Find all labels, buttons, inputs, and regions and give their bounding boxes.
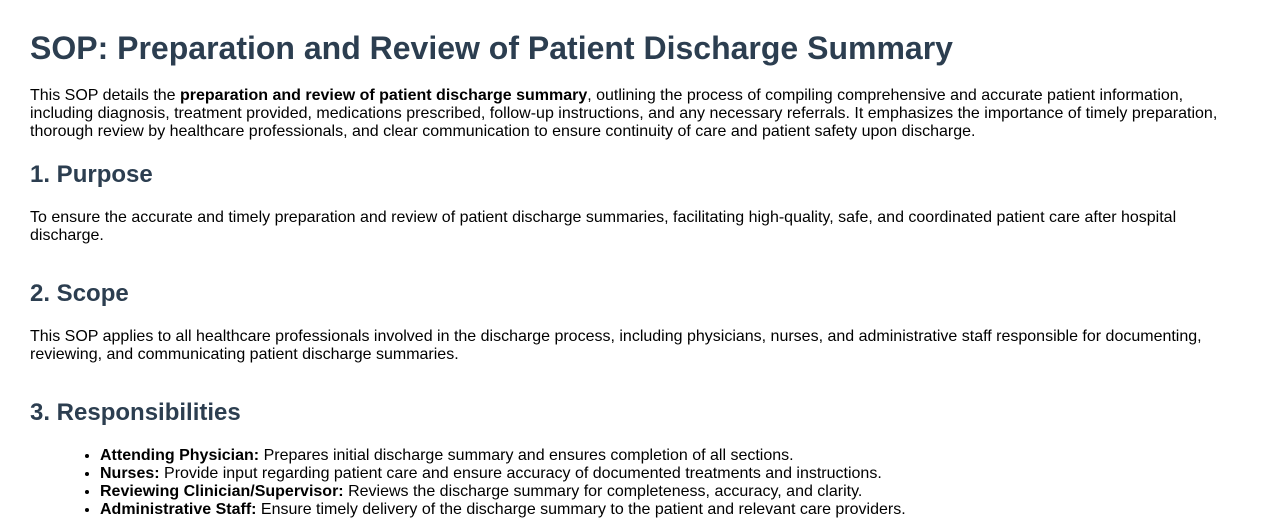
role-label: Attending Physician: xyxy=(100,447,260,464)
responsibilities-list xyxy=(30,447,1233,519)
section-heading-purpose: 1. Purpose xyxy=(30,161,153,188)
role-description: Reviews the discharge summary for completeness, accuracy, and clarity. xyxy=(343,483,863,500)
section-heading-responsibilities: 3. Responsibilities xyxy=(30,399,241,426)
intro-bold-phrase: preparation and review of patient discharge summary xyxy=(180,87,588,104)
intro-text-end: , outlining the process of compiling comprehensive and accurate patient information, including diagnosis, treatment provided, medications prescribed, follow-up instructions, and any necessary referrals. It emphasizes the importance of timely preparation, thorough review by healthcare professionals, and clear communication to ensure continuity of care and patient safety upon discharge. xyxy=(30,87,1218,140)
role-description: Provide input regarding patient care and ensure accuracy of documented treatments and instructions. xyxy=(159,465,882,482)
purpose-text: To ensure the accurate and timely preparation and review of patient discharge summaries, facilitating high-quality, safe, and coordinated patient care after hospital discharge. xyxy=(30,209,1177,244)
role-description: Ensure timely delivery of the discharge summary to the patient and relevant care providers. xyxy=(256,501,906,518)
intro-text-start: This SOP details the xyxy=(30,87,180,104)
role-label: Administrative Staff: xyxy=(100,501,257,518)
section-heading-scope: 2. Scope xyxy=(30,280,129,307)
list-item-administrative-staff xyxy=(100,501,1233,519)
role-label: Reviewing Clinician/Supervisor: xyxy=(100,483,344,500)
list-item-attending-physician xyxy=(100,447,1233,465)
scope-text: This SOP applies to all healthcare professionals involved in the discharge process, including physicians, nurses, and administrative staff responsible for documenting, reviewing, and communicating patient discharge summaries. xyxy=(30,328,1202,363)
page-title: SOP: Preparation and Review of Patient Discharge Summary xyxy=(30,30,953,66)
role-label: Nurses: xyxy=(100,465,160,482)
role-description: Prepares initial discharge summary and ensures completion of all sections. xyxy=(259,447,794,464)
list-item-nurses xyxy=(100,465,1233,483)
list-item-reviewing-clinician xyxy=(100,483,1233,501)
intro-paragraph xyxy=(30,87,1233,141)
